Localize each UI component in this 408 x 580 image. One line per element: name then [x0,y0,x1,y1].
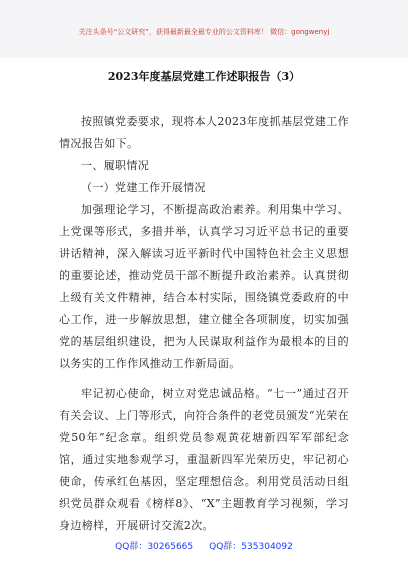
footer-contacts [0,539,408,552]
body-paragraph: 牢记初心使命，树立对党忠诚品格。“七一”通过召开有关会议、上门等形式，向符合条件的老党员颁发“光荣在党50年”纪念章。组织党员参观黄花塘新四军军部纪念馆，通过实地参观学习，重温新四军光荣历史，牢记初心使命，传承红色基因，坚定理想信念。利用党员活动日组织党员群众观看《榜样8》、“X”主题教育学习视频，学习身边榜样，开展研讨交流2次。 [59,387,349,532]
footer-qq-group-1: QQ群：30265665 [115,542,194,552]
intro-paragraph: 按照镇党委要求，现将本人2023年度抓基层党建工作情况报告如下。 [59,115,349,150]
document-title: 2023年度基层党建工作述职报告（3） [107,70,301,83]
header-bar [0,0,408,58]
header-notice: 关注头条号“公文研究”，获得最新最全最专业的公文资料库！ 微信：gongwenyj [78,28,330,36]
subsection-heading: （一）党建工作开展情况 [81,181,206,194]
footer-qq-group-2: QQ群：535304092 [209,542,293,552]
section-heading: 一、履职情况 [81,159,150,172]
document-body [59,111,349,537]
body-paragraph: 加强理论学习，不断提高政治素养。利用集中学习、上党课等形式，多措并举，认真学习习近平总书记的重要讲话精神，深入解读习近平新时代中国特色社会主义思想的重要论述，推动党员干部不断提升政治素养。认真贯彻上级有关文件精神，结合本村实际，围绕镇党委政府的中心工作，进一步解放思想，建立健全各项制度，切实加强党的基层组织建设，把为人民谋取利益作为最根本的目的以务实的工作作风推动工作新局面。 [59,203,349,370]
